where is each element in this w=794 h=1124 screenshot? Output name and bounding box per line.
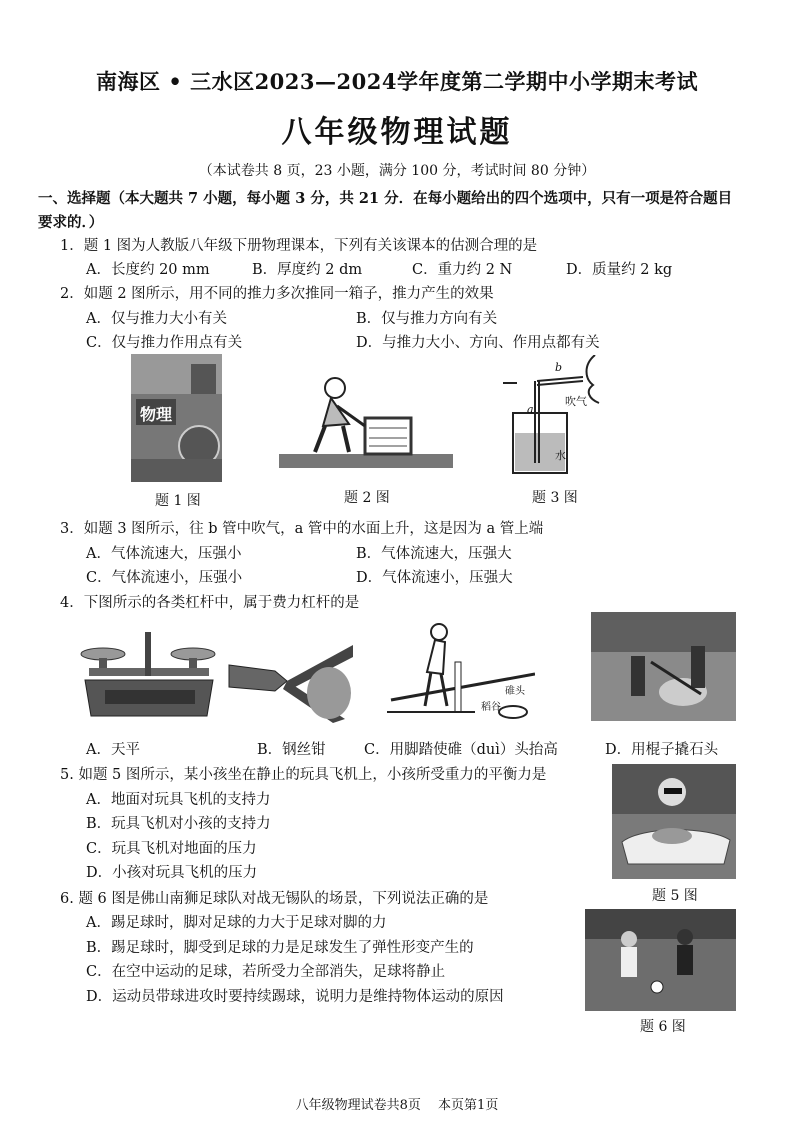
label-b: b <box>555 361 563 374</box>
fig1-caption: 题 1 图 <box>155 493 201 509</box>
q3-stem: 3．如题 3 图所示，往 b 管中吹气，a 管中的水面上升，这是因为 a 管上端 <box>60 521 544 537</box>
q6-option-a: A．踢足球时，脚对足球的力大于足球对脚的力 <box>86 915 387 931</box>
page-footer: 八年级物理试卷共8页 本页第1页 <box>295 1098 499 1113</box>
q4-option-d: D．用棍子撬石头 <box>605 742 719 758</box>
q2-stem: 2．如题 2 图所示，用不同的推力多次推同一箱子，推力产生的效果 <box>60 286 494 302</box>
q1-stem: 1．题 1 图为人教版八年级下册物理课本，下列有关该课本的估测合理的是 <box>60 238 538 254</box>
q5-option-c: C．玩具飞机对地面的压力 <box>86 841 257 857</box>
q3-option-d: D．气体流速小，压强大 <box>356 570 513 586</box>
q1-option-c: C．重力约 2 N <box>412 262 513 278</box>
wire-pliers-figure <box>225 635 355 729</box>
label-rice-grain: 稻谷 <box>481 702 501 713</box>
q1-option-a: A．长度约 20 mm <box>86 262 210 278</box>
q5-option-a: A．地面对玩具飞机的支持力 <box>86 792 271 808</box>
section-heading-cont: 要求的．） <box>38 214 104 231</box>
q1-option-b: B．厚度约 2 dm <box>252 262 363 278</box>
label-water: 水 <box>555 449 566 462</box>
q4-option-c: C．用脚踏使碓（duì）头抬高 <box>364 742 558 758</box>
q5-stem: 5. 如题 5 图所示，某小孩坐在静止的玩具飞机上，小孩所受重力的平衡力是 <box>60 767 547 783</box>
exam-note: （本试卷共 8 页，23 小题，满分 100 分，考试时间 80 分钟） <box>198 163 596 179</box>
football-match-photo <box>585 909 736 1011</box>
boy-pushing-box-figure <box>277 372 457 476</box>
foot-pestle-figure <box>385 622 535 726</box>
label-blow: 吹气 <box>565 395 587 408</box>
q3-option-a: A．气体流速大，压强小 <box>86 546 242 562</box>
fig3-caption: 题 3 图 <box>532 490 578 506</box>
q4-option-b: B．钢丝钳 <box>257 742 326 758</box>
q4-option-a: A．天平 <box>86 742 140 758</box>
q1-option-d: D．质量约 2 kg <box>566 262 673 278</box>
q6-option-b: B．踢足球时，脚受到足球的力是足球发生了弹性形变产生的 <box>86 940 474 956</box>
label-a: a <box>527 403 534 416</box>
fig2-caption: 题 2 图 <box>344 490 390 506</box>
q2-option-b: B．仅与推力方向有关 <box>356 311 498 327</box>
q3-option-b: B．气体流速大，压强大 <box>356 546 512 562</box>
toy-plane-photo <box>612 764 736 879</box>
lever-rock-photo <box>591 612 736 721</box>
textbook-title: 物理 <box>140 405 173 424</box>
fig6-caption: 题 6 图 <box>640 1019 686 1035</box>
q5-option-d: D．小孩对玩具飞机的压力 <box>86 865 258 881</box>
q2-option-c: C．仅与推力作用点有关 <box>86 335 243 351</box>
q6-option-d: D．运动员带球进攻时要持续踢球，说明力是维持物体运动的原因 <box>86 989 504 1005</box>
q2-option-d: D．与推力大小、方向、作用点都有关 <box>356 335 600 351</box>
label-pestle-head: 碓头 <box>505 686 525 697</box>
q2-option-a: A．仅与推力大小有关 <box>86 311 227 327</box>
exam-title: 南海区 • 三水区2023—2024学年度第二学期中小学期末考试 <box>96 69 698 94</box>
textbook-photo <box>131 354 222 482</box>
straw-blowing-figure <box>495 355 615 484</box>
q4-stem: 4．下图所示的各类杠杆中，属于费力杠杆的是 <box>60 595 360 611</box>
q5-option-b: B．玩具飞机对小孩的支持力 <box>86 816 271 832</box>
subject-title: 八年级物理试题 <box>281 115 513 150</box>
fig5-caption: 题 5 图 <box>652 888 698 904</box>
q6-stem: 6. 题 6 图是佛山南狮足球队对战无锡队的场景，下列说法正确的是 <box>60 891 489 907</box>
q6-option-c: C．在空中运动的足球，若所受力全部消失，足球将静止 <box>86 964 446 980</box>
q3-option-c: C．气体流速小，压强小 <box>86 570 243 586</box>
balance-scale-figure <box>75 624 225 728</box>
section-heading: 一、选择题（本大题共 7 小题，每小题 3 分，共 21 分．在每小题给出的四个选项中，只有一项是符合题目 <box>38 190 733 207</box>
